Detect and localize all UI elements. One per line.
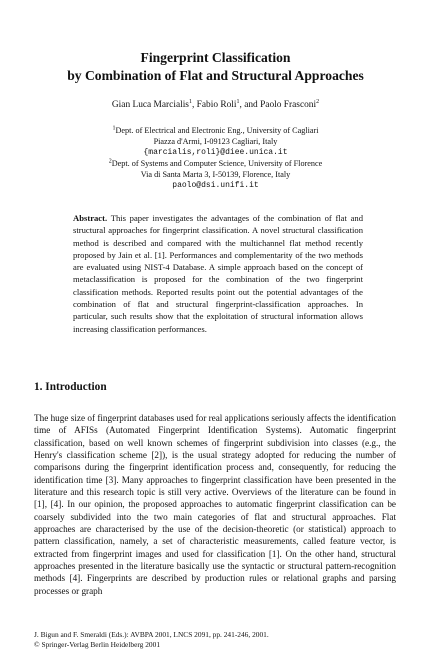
affiliation-line	[20, 125, 411, 136]
affiliation-address: Piazza d'Armi, I-09123 Cagliari, Italy	[153, 137, 278, 146]
paper-title-line-1: Fingerprint Classification	[140, 50, 291, 65]
affiliation-dept: Dept. of Systems and Computer Science, University of Florence	[111, 159, 323, 168]
affiliation-1	[20, 125, 411, 158]
section-heading: 1. Introduction	[34, 381, 107, 393]
affiliation-email[interactable]: paolo@dsi.unifi.it	[172, 181, 259, 190]
author-affiliation-mark: 1	[236, 98, 240, 105]
author-list	[20, 100, 411, 110]
body-text	[34, 412, 396, 597]
author-affiliation-mark: 2	[316, 98, 320, 105]
abstract-label: Abstract.	[73, 213, 108, 223]
affiliation-number: 1	[112, 125, 116, 132]
paper-title-line-2: by Combination of Flat and Structural Approaches	[67, 68, 364, 83]
footer-copyright: © Springer-Verlag Berlin Heidelberg 2001	[34, 640, 161, 649]
author-name: Fabio Roli	[196, 100, 237, 110]
affiliation-dept: Dept. of Electrical and Electronic Eng., University of Cagliari	[115, 126, 319, 135]
affiliation-email[interactable]: {marcialis,roli}@diee.unica.it	[143, 148, 288, 157]
author-name: Paolo Frasconi	[260, 100, 317, 110]
body-paragraph: The huge size of fingerprint databases used for real applications seriously affects the identification time of AFISs (Automated Fingerprint Identification Systems). Automatic fingerprint classification, based on well known schemes of fingerprint subdivision into classes (e.g., the Henry's classification scheme [2]), is the usual strategy adopted for reducing the number of comparisons during the fingerprint identification process and, consequently, for reducing the identification time [3]. Many approaches to fingerprint classification have been presented in the literature and this research topic is still very active. Overviews of the literature can be found in [1], [4]. In our opinion, the proposed approaches to automatic fingerprint classification can be coarsely subdivided into the two main categories of flat and structural approaches. Flat approaches are characterised by the use of the decision-theoretic (or statistical) approach to pattern classification, namely, a set of characteristic measurements, called feature vector, is extracted from fingerprint images and used for classification [1]. On the other hand, structural approaches presented in the literature basically use the syntactic or structural pattern-recognition methods [4]. Fingerprints are described by production rules or relational graphs and parsing processes or graph	[34, 413, 396, 596]
affiliation-line	[20, 158, 411, 169]
affiliation-2	[20, 158, 411, 191]
affiliation-address: Via di Santa Marta 3, I-50139, Florence, Italy	[140, 170, 291, 179]
author-separator: ,	[191, 100, 197, 110]
abstract	[73, 212, 363, 335]
author-affiliation-mark: 1	[188, 98, 192, 105]
abstract-text: This paper investigates the advantages of the combination of flat and structural approaches for fingerprint classification. A novel structural classification method is described and compared with the multichannel flat method recently proposed by Jain et al. [1]. Performances and complementarity of the two methods are evaluated using NIST-4 Database. A simple approach based on the concept of metaclassification is proposed for the combination of the two fingerprint classification methods. Reported results point out the potential advantages of the combination of flat and structural fingerprint-classification approaches. In particular, such results show that the exploitation of structural information allows increasing classification performances.	[73, 213, 364, 334]
affiliation-number: 2	[108, 158, 112, 165]
page-footer	[34, 630, 269, 650]
author-separator: , and	[239, 100, 261, 110]
footer-citation: J. Bigun and F. Smeraldi (Eds.): AVBPA 2001, LNCS 2091, pp. 241-246, 2001.	[34, 630, 269, 639]
author-name: Gian Luca Marcialis	[111, 100, 189, 110]
